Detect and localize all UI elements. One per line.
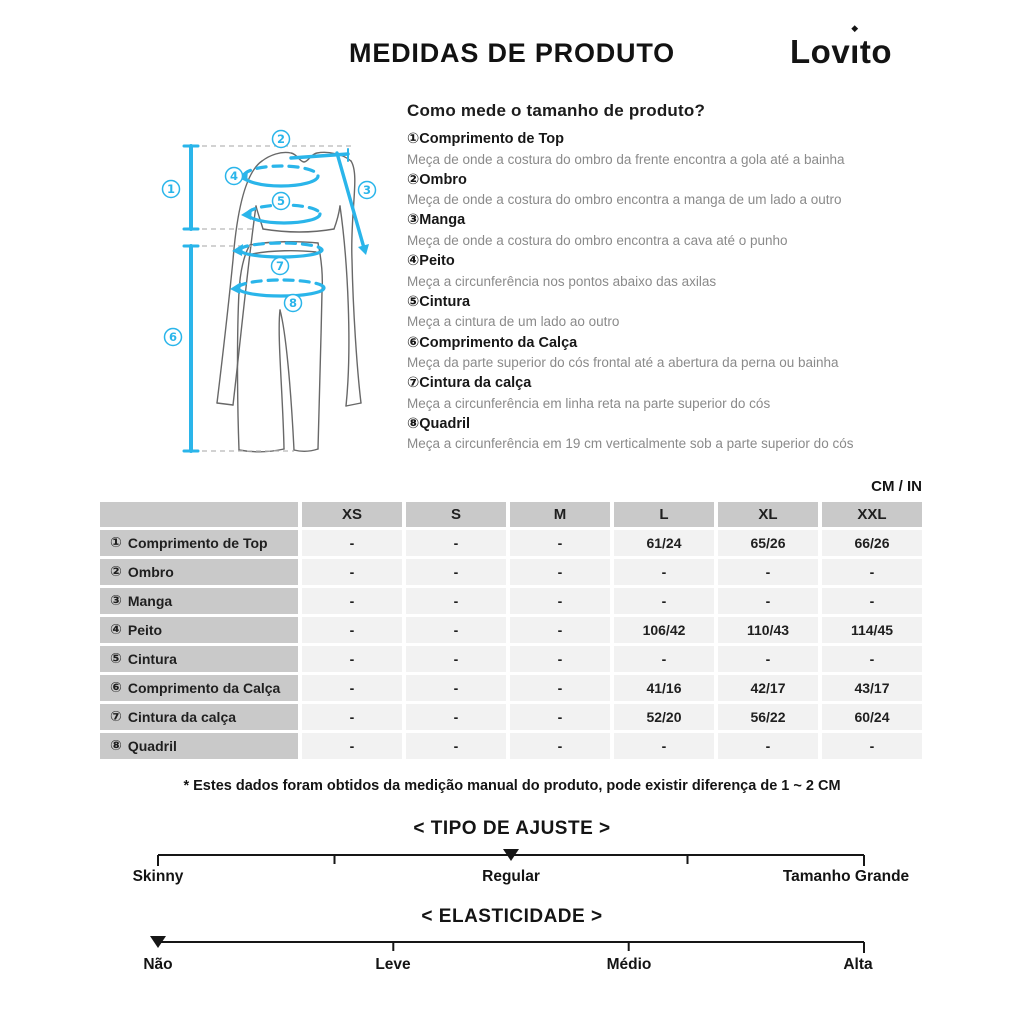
table-value: -: [822, 733, 922, 759]
measure-guide: [407, 101, 932, 455]
diagram-mark-6: 6: [168, 330, 178, 344]
table-value: -: [302, 588, 402, 614]
table-value: -: [510, 704, 610, 730]
logo-diamond-icon: ◆: [851, 23, 859, 33]
row-label: ② Ombro: [100, 559, 298, 585]
elasticity-label-nao: Não: [143, 956, 173, 973]
row-label: ③ Manga: [100, 588, 298, 614]
fit-label-tamanho-grande: Tamanho Grande: [782, 868, 910, 885]
table-value: -: [302, 559, 402, 585]
table-value: 110/43: [718, 617, 818, 643]
table-value: -: [302, 733, 402, 759]
sleeve-arrow-icon: [358, 244, 369, 255]
table-value: -: [302, 675, 402, 701]
diagram-mark-4: 4: [229, 169, 239, 183]
diagram-mark-2: 2: [276, 132, 286, 146]
guide-item: ①Comprimento de Top Meça de onde a costura do ombro da frente encontra a gola até a bainha: [407, 131, 845, 167]
unit-label: CM / IN: [871, 478, 922, 495]
col-header-l: L: [614, 502, 714, 527]
table-value: -: [718, 733, 818, 759]
guide-item: ⑥Comprimento da Calça Meça da parte superior do cós frontal até a abertura da perna ou bainha: [407, 334, 839, 371]
measurement-note: * Estes dados foram obtidos da medição manual do produto, pode existir diferença de 1 ~ 2 CM: [183, 778, 841, 794]
table-value: -: [406, 530, 506, 556]
col-header-s: S: [406, 502, 506, 527]
guide-item: ⑧Quadril Meça a circunferência em 19 cm verticalmente sob a parte superior do cós: [407, 415, 854, 452]
guide-item: ⑤Cintura Meça a cintura de um lado ao outro: [407, 293, 620, 330]
measure-ellipse-hip: [238, 280, 324, 288]
fit-label-skinny: Skinny: [132, 868, 184, 885]
col-header-xs: XS: [302, 502, 402, 527]
page-title: MEDIDAS DE PRODUTO: [349, 38, 675, 68]
table-value: -: [510, 588, 610, 614]
table-value: 61/24: [614, 530, 714, 556]
table-value: 56/22: [718, 704, 818, 730]
measure-line-sleeve: [337, 153, 364, 248]
leader-lines: [184, 146, 352, 451]
table-value: -: [614, 646, 714, 672]
row-label: ④ Peito: [100, 617, 298, 643]
fit-scale-labels: [0, 868, 1024, 888]
table-value: 114/45: [822, 617, 922, 643]
table-value: -: [510, 530, 610, 556]
elasticity-label-leve: Leve: [375, 956, 411, 973]
fit-scale-heading: < TIPO DE AJUSTE >: [413, 818, 611, 839]
table-value: 60/24: [822, 704, 922, 730]
table-value: 52/20: [614, 704, 714, 730]
guide-item: ⑦Cintura da calça Meça a circunferência em linha reta na parte superior do cós: [407, 375, 771, 411]
fit-label-regular: Regular: [482, 868, 540, 885]
row-label: ① Comprimento de Top: [100, 530, 298, 556]
table-value: -: [614, 588, 714, 614]
garment-measurement-diagram: [140, 115, 410, 465]
col-header-xxl: XXL: [822, 502, 922, 527]
diagram-mark-7: 7: [275, 259, 285, 273]
table-value: -: [822, 588, 922, 614]
diagram-mark-3: 3: [362, 183, 372, 197]
waist-arrow-icon: [241, 208, 252, 220]
table-value: -: [406, 559, 506, 585]
diagram-mark-5: 5: [276, 194, 286, 208]
row-label: ⑤ Cintura: [100, 646, 298, 672]
hip-arrow-icon: [230, 282, 241, 294]
table-value: -: [302, 704, 402, 730]
guide-item: ④Peito Meça a circunferência nos pontos abaixo das axilas: [407, 253, 717, 289]
table-value: -: [406, 675, 506, 701]
table-value: 41/16: [614, 675, 714, 701]
guide-heading: Como mede o tamanho de produto?: [407, 101, 706, 120]
table-value: -: [614, 559, 714, 585]
table-value: 66/26: [822, 530, 922, 556]
table-value: 65/26: [718, 530, 818, 556]
table-value: -: [718, 646, 818, 672]
row-label: ⑦ Cintura da calça: [100, 704, 298, 730]
table-value: 43/17: [822, 675, 922, 701]
table-value: -: [406, 733, 506, 759]
table-value: 42/17: [718, 675, 818, 701]
row-label: ⑥ Comprimento da Calça: [100, 675, 298, 701]
table-value: -: [510, 559, 610, 585]
diagram-mark-8: 8: [288, 296, 298, 310]
elasticity-label-medio: Médio: [606, 956, 652, 973]
elasticity-scale-labels: [0, 956, 1024, 976]
table-corner-cell: [100, 502, 298, 527]
elasticity-scale-heading: < ELASTICIDADE >: [421, 906, 603, 927]
table-value: -: [510, 646, 610, 672]
table-value: -: [406, 588, 506, 614]
guide-item: ③Manga Meça de onde a costura do ombro encontra a cava até o punho: [407, 212, 788, 248]
table-value: -: [510, 733, 610, 759]
table-value: -: [406, 704, 506, 730]
table-value: -: [406, 646, 506, 672]
table-value: -: [510, 617, 610, 643]
table-value: -: [510, 675, 610, 701]
table-value: -: [406, 617, 506, 643]
guide-item: ②Ombro Meça de onde a costura do ombro encontra a manga de um lado a outro: [407, 171, 842, 208]
table-value: -: [822, 559, 922, 585]
row-label: ⑧ Quadril: [100, 733, 298, 759]
lovito-logo: Lovı ◆ to: [790, 23, 892, 70]
diagram-mark-1: 1: [166, 182, 176, 196]
table-value: -: [302, 530, 402, 556]
table-value: -: [302, 617, 402, 643]
table-value: -: [614, 733, 714, 759]
size-table: [100, 502, 922, 759]
col-header-m: M: [510, 502, 610, 527]
elasticity-label-alta: Alta: [843, 956, 873, 973]
table-value: -: [302, 646, 402, 672]
table-value: -: [718, 559, 818, 585]
table-value: -: [718, 588, 818, 614]
table-value: 106/42: [614, 617, 714, 643]
table-value: -: [822, 646, 922, 672]
col-header-xl: XL: [718, 502, 818, 527]
